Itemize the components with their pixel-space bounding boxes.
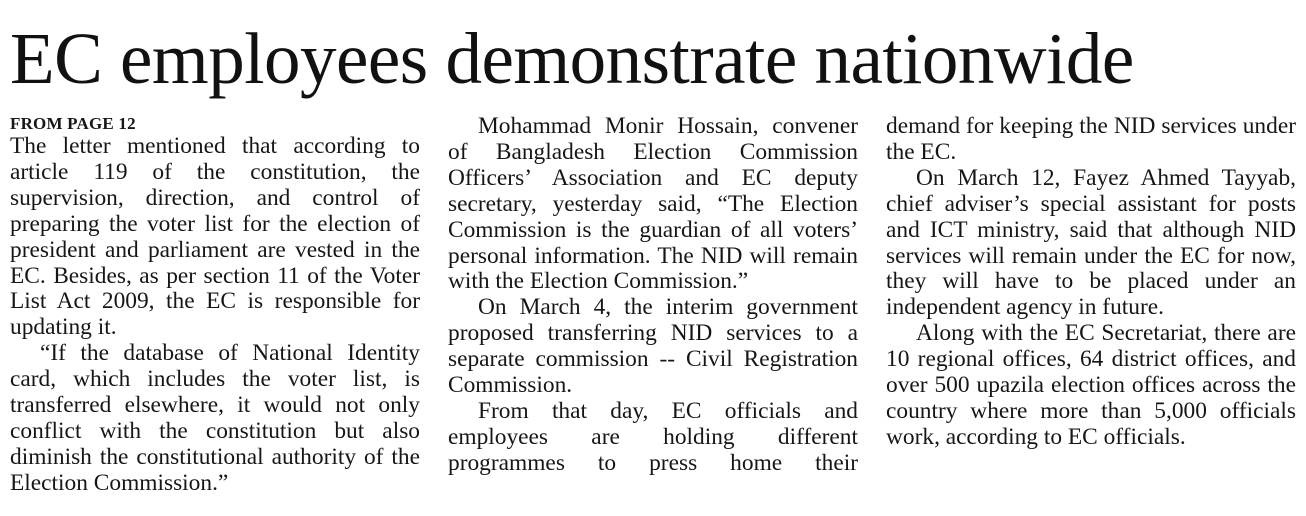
paragraph: demand for keeping the NID services under the EC.	[886, 113, 1296, 165]
paragraph: On March 12, Fayez Ahmed Tayyab, chief adviser’s special assistant for posts and ICT ministry, said that although NID services will remain under the EC for now, they will have to be placed under an independent agency in future.	[886, 164, 1296, 321]
paragraph: The letter mentioned that according to article 119 of the constitution, the supervision, direction, and control of preparing the voter list for the election of president and parliament are vested in the EC. Besides, as per section 11 of the Voter List Act 2009, the EC is responsible for updating it.	[10, 133, 420, 341]
paragraph: “If the database of National Identity card, which includes the voter list, is transferred elsewhere, it would not only conflict with the constitution but also diminish the constitutional authority of the Election Commission.”	[10, 340, 420, 496]
paragraph: Along with the EC Secretariat, there are 10 regional offices, 64 district offices, and over 500 upazila election offices across the country where more than 5,000 officials work, according to EC officials.	[886, 320, 1296, 450]
paragraph: On March 4, the interim government proposed transferring NID services to a separate commission -- Civil Registration Commission.	[448, 294, 858, 399]
paragraph: Mohammad Monir Hossain, convener of Bangladesh Election Commission Officers’ Association and EC deputy secretary, yesterday said, “The Election Commission is the guardian of all voters’ personal information. The NID will remain with the Election Commission.”	[448, 113, 858, 295]
article-column-1	[10, 114, 420, 497]
headline: EC employees demonstrate nationwide	[10, 18, 1134, 99]
paragraph: From that day, EC officials and employees are holding different programmes to press home their	[448, 397, 858, 476]
continued-from-label: FROM PAGE 12	[10, 114, 136, 133]
article-column-3	[886, 114, 1296, 451]
article-column-2	[448, 114, 858, 477]
